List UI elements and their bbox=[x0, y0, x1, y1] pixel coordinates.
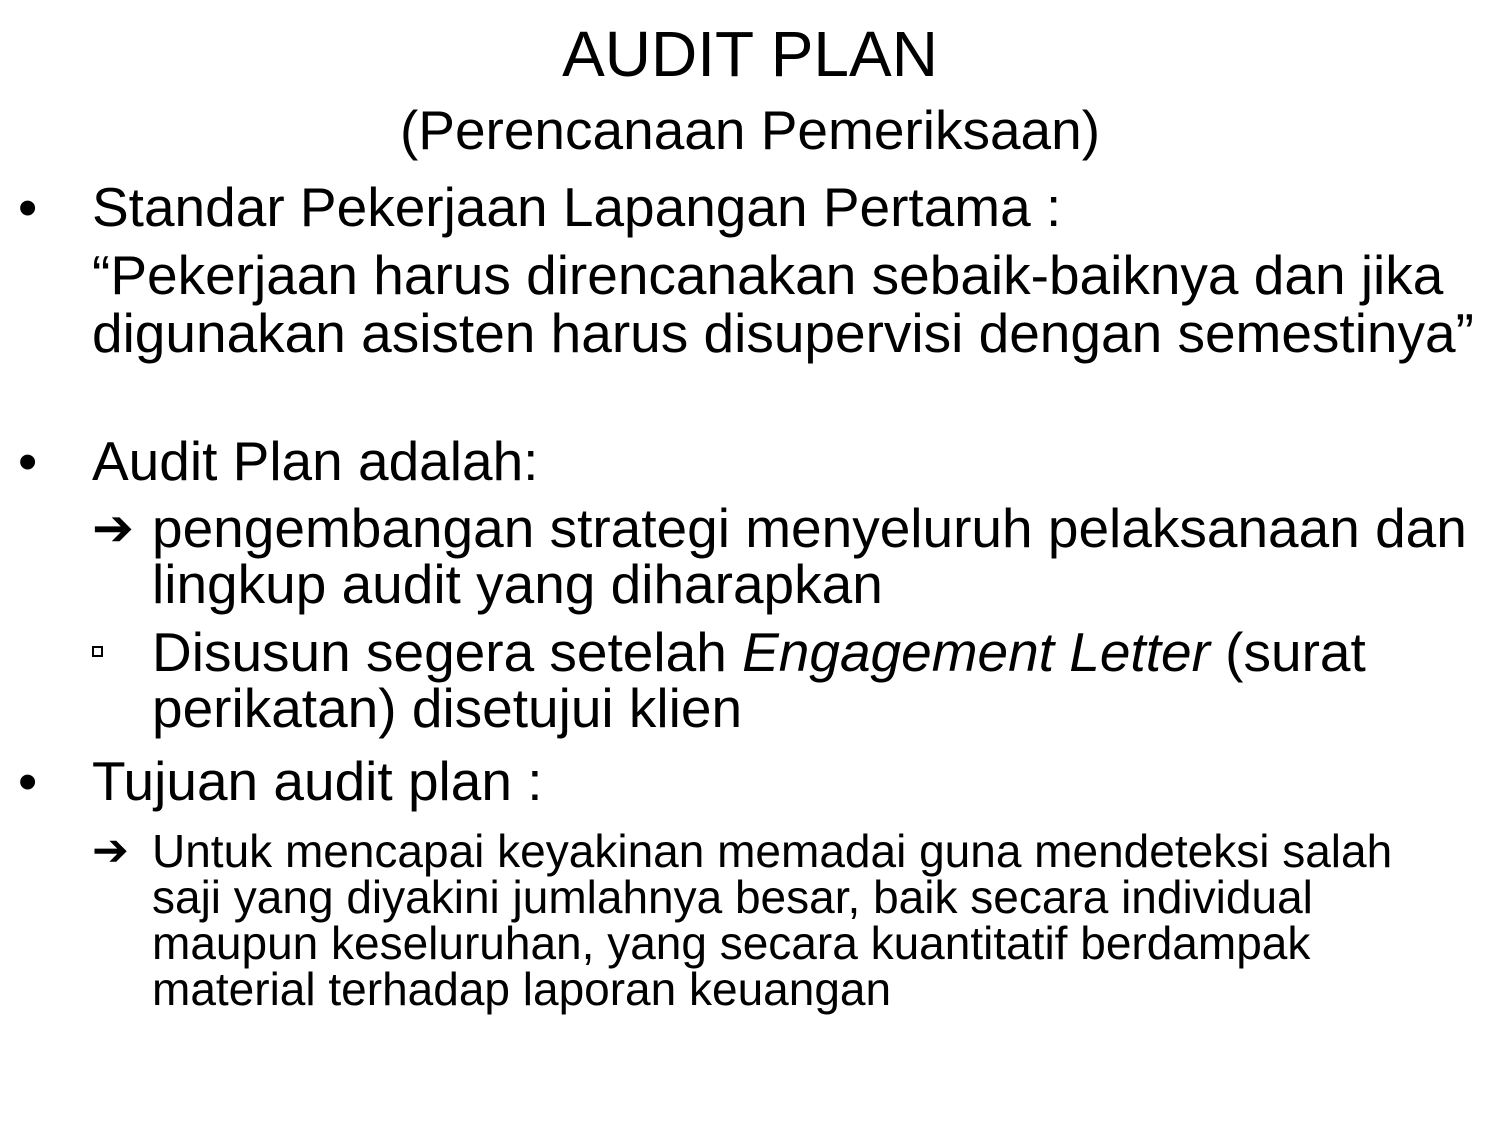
bullet-3-heading: Tujuan audit plan : bbox=[92, 750, 543, 812]
square-bullet-icon bbox=[92, 646, 103, 657]
square-text-before: Disusun segera setelah bbox=[152, 621, 743, 683]
bullet-1-heading: Standar Pekerjaan Lapangan Pertama : bbox=[92, 176, 1062, 238]
bullet-2-heading: Audit Plan adalah: bbox=[92, 430, 539, 492]
right-arrow-icon: ➔ bbox=[92, 826, 129, 875]
slide-subtitle: (Perencanaan Pemeriksaan) bbox=[399, 99, 1101, 161]
bullet-2-arrow-text: pengembangan strategi menyeluruh pelaksanaan dan lingkup audit yang diharapkan bbox=[152, 497, 1467, 615]
bullet-3-marker: • bbox=[18, 750, 38, 812]
engagement-letter-term: Engagement Letter bbox=[742, 621, 1210, 683]
square-text-after: (surat perikatan) disetujui klien bbox=[152, 621, 1366, 739]
bullet-2-marker: • bbox=[18, 430, 38, 492]
bullet-1-quote: “Pekerjaan harus direncanakan sebaik-baiknya dan jika digunakan asisten harus disupervisi dengan semestinya” bbox=[92, 244, 1474, 364]
right-arrow-icon: ➔ bbox=[92, 500, 134, 556]
bullet-2-square-text bbox=[152, 621, 1472, 739]
bullet-3-arrow-text: Untuk mencapai keyakinan memadai guna mendeteksi salah saji yang diyakini jumlahnya besar, baik secara individual maupun keseluruhan, yang secara kuantitatif berdampak material terhadap laporan keuangan bbox=[152, 825, 1393, 1015]
bullet-1-marker: • bbox=[18, 176, 38, 238]
slide-title: AUDIT PLAN bbox=[562, 18, 938, 90]
